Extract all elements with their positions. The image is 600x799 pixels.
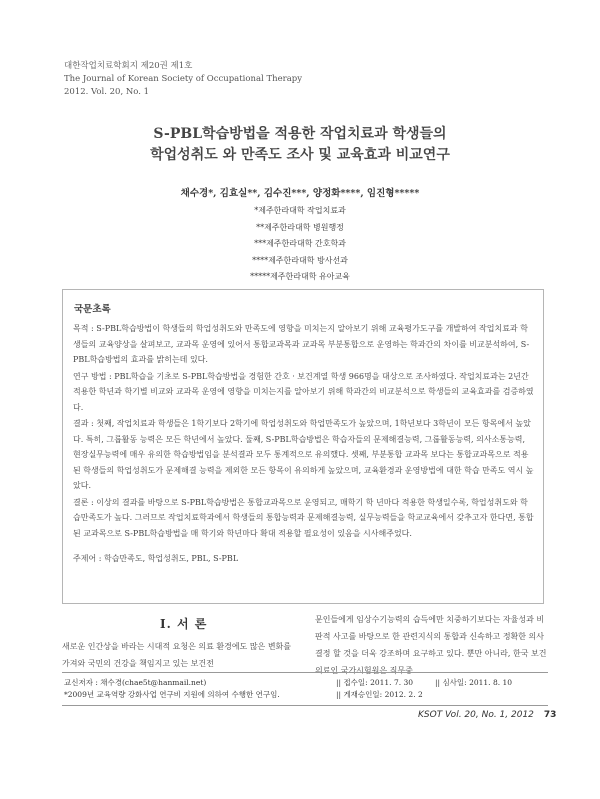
- body-text-left-column: 새로운 인간상을 바라는 시대적 요청은 의료 환경에도 많은 변화를 가져와 국민의 건강을 책임지고 있는 보건전: [62, 642, 291, 668]
- affiliation-1: *제주한라대학 작업치료과: [254, 206, 346, 215]
- affiliation-3: ***제주한라대학 간호학과: [254, 239, 346, 248]
- affiliation-5: *****제주한라대학 유아교육: [250, 272, 350, 281]
- paper-title-line1: S-PBL학습방법을 적용한 작업치료과 학생들의: [153, 126, 447, 142]
- journal-name-korean: 대한작업치료학회지 제20권 제1호: [64, 61, 193, 71]
- abstract-result: 결과 : 첫째, 작업치료과 학생들은 1학기보다 2학기에 학업성취도와 학업만족도가 높았으며, 1학년보다 3학년이 모든 항목에서 높았다. 특히, 그룹활동 능력은 모든 학년에서 높았다. 둘째, S-PBL학습방법은 학습자들의 문제해결능력, 그룹활동능력, 의사소통능력, 현장실무능력에 매우 유의한 학습방법임을 분석결과 모두 통계적으로 유의했다. 셋째, 부분통합 교과목 보다는 통합교과목으로 적용된 학생들의 학업성취도가 문제해결 능력을 제외한 모든 항목이 유의하게 높았으며, 교육환경과 운영방법에 대한 학습 만족도 역시 높았다.: [73, 419, 534, 490]
- abstract-method: 연구 방법 : PBL학습을 기초로 S-PBL학습방법을 경험한 간호 · 보건계열 학생 966명을 대상으로 조사하였다. 작업치료과는 2년간 적용한 학년과 학기별 비교와 교과목 운영에 영향을 미치는지를 알아보기 위해 학과간의 비교분석으로 학생들의 교육효과를 검증하였다.: [73, 371, 534, 412]
- paper-title-line2: 학업성취도 와 만족도 조사 및 교육효과 비교연구: [150, 147, 450, 163]
- corresponding-author-note: 교신저자 : 채수경(chae5t@hanmail.net): [64, 678, 207, 687]
- abstract-purpose: 목적 : S-PBL학습방법이 학생들의 학업성취도와 만족도에 영향을 미치는지 알아보기 위해 교육평가도구를 개발하여 작업치료과 학생들의 교육양상을 살펴보고, 교과목 운영에 있어서 통합교과목과 교과목 부분통합으로 운영하는 학과간의 차이를 비교분석하여, S-PBL학습방법의 효과를 밝히는데 있다.: [73, 324, 530, 364]
- abstract-box: [62, 289, 544, 604]
- received-date: || 접수일: 2011. 7. 30: [336, 678, 414, 687]
- review-date: || 심사일: 2011. 8. 10: [435, 678, 513, 687]
- affiliation-4: ****제주한라대학 방사선과: [252, 255, 348, 265]
- section-heading-introduction: Ⅰ. 서 론: [160, 617, 208, 631]
- page-footer: [418, 710, 556, 720]
- affiliation-list: [0, 203, 600, 286]
- author-list: 채수경*, 김효실**, 김수진***, 양정화****, 임진형*****: [180, 188, 420, 199]
- body-text-right-column: 문인들에게 임상수기능력의 습득에만 치중하기보다는 자율성과 비판적 사고를 바탕으로 한 관련지식의 통합과 신속하고 정확한 의사결정 할 것을 더욱 강조하며 요구하고 있다. 뿐만 아니라, 한국 보건의료인 국가시험원은 직무중: [315, 615, 547, 675]
- funding-note: *2009년 교육역량 강화사업 연구비 지원에 의하여 수행한 연구임.: [64, 690, 280, 699]
- affiliation-2: **제주한라대학 병원행정: [256, 222, 344, 232]
- journal-name-english: The Journal of Korean Society of Occupational Therapy: [64, 74, 303, 84]
- journal-header: [64, 60, 302, 99]
- journal-volume: 2012. Vol. 20, No. 1: [64, 87, 150, 97]
- accepted-date: || 게재승인일: 2012. 2. 2: [336, 690, 423, 699]
- footnote-rule-bottom: [62, 705, 548, 706]
- journal-abbreviation: KSOT Vol. 20, No. 1, 2012: [418, 710, 534, 720]
- abstract-conclusion: 결론 : 이상의 결과를 바탕으로 S-PBL학습방법은 통합교과목으로 운영되고, 매학기 학 년마다 적용한 학생일수록, 학업성취도와 학습만족도가 높다. 그러므로 작업치료학과에서 학생들의 통합능력과 문제해결능력, 실무능력들을 학교교육에서 갖추고자 한다면, 통합된 교과목으로 S-PBL학습방법을 매 학기와 학년마다 확대 적용할 필요성이 있음을 시사해주었다.: [73, 497, 534, 538]
- page-number: 73: [543, 710, 557, 720]
- abstract-body: [73, 321, 535, 568]
- abstract-heading: 국문초록: [74, 304, 111, 315]
- footnote-rule-top: [62, 672, 548, 673]
- abstract-keywords: 주제어 : 학습만족도, 학업성취도, PBL, S-PBL: [73, 554, 239, 563]
